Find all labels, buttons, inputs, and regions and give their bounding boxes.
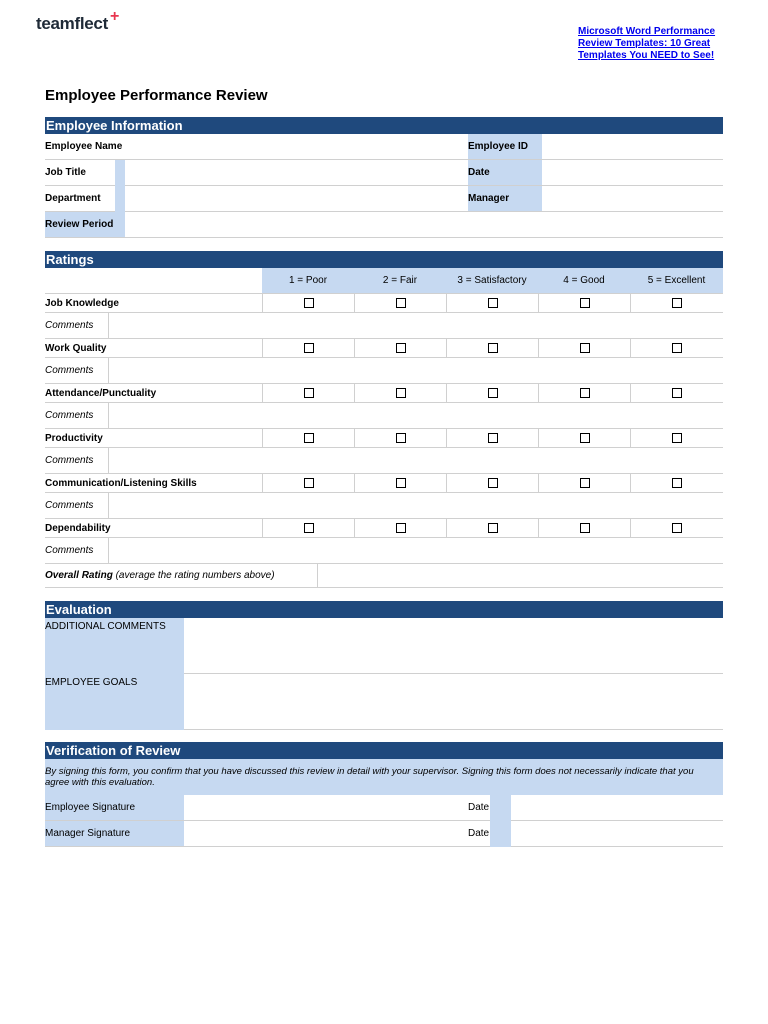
rating-checkbox-3[interactable]: [488, 298, 498, 308]
manager-signature-date-field[interactable]: [511, 821, 723, 847]
rating-checkbox-4[interactable]: [580, 343, 590, 353]
scale-header-2: 2 = Fair: [354, 268, 446, 294]
overall-rating-field[interactable]: [317, 563, 723, 588]
evaluation-header: Evaluation: [45, 601, 723, 618]
date-field[interactable]: [542, 160, 723, 186]
rating-cell-5: [630, 384, 723, 403]
overall-rating-label: [45, 563, 317, 588]
manager-signature-date-label: Date: [468, 821, 511, 847]
rating-checkbox-3[interactable]: [488, 388, 498, 398]
employee-name-field[interactable]: [125, 134, 468, 160]
rating-cell-4: [538, 474, 630, 493]
rating-checkbox-2[interactable]: [396, 523, 406, 533]
rating-checkbox-1[interactable]: [304, 478, 314, 488]
manager-field[interactable]: [542, 186, 723, 212]
scale-header-3: 3 = Satisfactory: [446, 268, 538, 294]
rating-cell-2: [354, 474, 446, 493]
rating-checkbox-1[interactable]: [304, 343, 314, 353]
rating-checkbox-4[interactable]: [580, 298, 590, 308]
job-title-label-fill: [115, 160, 125, 186]
comments-field[interactable]: [108, 313, 723, 339]
manager-signature-label: Manager Signature: [45, 821, 184, 847]
rating-category-label: Productivity: [45, 429, 262, 448]
rating-checkbox-3[interactable]: [488, 478, 498, 488]
rating-cell-1: [262, 339, 354, 358]
review-period-field[interactable]: [125, 212, 723, 238]
logo-text: teamflect: [36, 14, 108, 33]
rating-checkbox-5[interactable]: [672, 478, 682, 488]
comments-field[interactable]: [108, 448, 723, 474]
comments-label: Comments: [45, 448, 108, 474]
rating-cell-5: [630, 294, 723, 313]
rating-checkbox-5[interactable]: [672, 343, 682, 353]
rating-cell-4: [538, 339, 630, 358]
templates-article-link[interactable]: Microsoft Word Performance Review Templates: 10 Great Templates You NEED to See!: [578, 26, 716, 61]
comments-field[interactable]: [108, 403, 723, 429]
rating-cell-4: [538, 519, 630, 538]
rating-checkbox-1[interactable]: [304, 523, 314, 533]
comments-field[interactable]: [108, 538, 723, 564]
comments-field[interactable]: [108, 358, 723, 384]
employee-name-label: Employee Name: [45, 134, 125, 160]
rating-checkbox-1[interactable]: [304, 433, 314, 443]
rating-checkbox-5[interactable]: [672, 298, 682, 308]
overall-rating-title: Overall Rating: [45, 569, 113, 581]
rating-cell-4: [538, 429, 630, 448]
rating-checkbox-4[interactable]: [580, 388, 590, 398]
employee-date-label-fill: [490, 795, 511, 821]
rating-cell-2: [354, 429, 446, 448]
manager-signature-field[interactable]: [184, 821, 468, 847]
rating-checkbox-4[interactable]: [580, 433, 590, 443]
rating-category-label: Job Knowledge: [45, 294, 262, 313]
comments-label: Comments: [45, 358, 108, 384]
rating-cell-1: [262, 294, 354, 313]
additional-comments-label: ADDITIONAL COMMENTS: [45, 618, 184, 674]
rating-cell-4: [538, 294, 630, 313]
comments-label: Comments: [45, 313, 108, 339]
scale-header-4: 4 = Good: [538, 268, 630, 294]
scale-header-5: 5 = Excellent: [630, 268, 723, 294]
employee-signature-label: Employee Signature: [45, 795, 184, 821]
job-title-field[interactable]: [125, 160, 468, 186]
rating-checkbox-2[interactable]: [396, 433, 406, 443]
page-title: Employee Performance Review: [45, 87, 268, 104]
ratings-corner: [45, 268, 262, 294]
rating-cell-2: [354, 294, 446, 313]
rating-checkbox-4[interactable]: [580, 523, 590, 533]
rating-checkbox-3[interactable]: [488, 523, 498, 533]
employee-goals-field[interactable]: [184, 674, 723, 730]
comments-field[interactable]: [108, 493, 723, 519]
rating-cell-3: [446, 294, 538, 313]
rating-cell-3: [446, 474, 538, 493]
rating-cell-5: [630, 429, 723, 448]
employee-id-label: Employee ID: [468, 134, 542, 160]
rating-category-label: Communication/Listening Skills: [45, 474, 262, 493]
employee-signature-date-field[interactable]: [511, 795, 723, 821]
rating-checkbox-2[interactable]: [396, 343, 406, 353]
rating-category-label: Work Quality: [45, 339, 262, 358]
rating-cell-1: [262, 384, 354, 403]
department-label: Department: [45, 186, 125, 212]
employee-signature-date-label: Date: [468, 795, 511, 821]
rating-checkbox-5[interactable]: [672, 388, 682, 398]
rating-cell-3: [446, 339, 538, 358]
rating-cell-3: [446, 384, 538, 403]
teamflect-logo: [36, 8, 120, 34]
rating-cell-2: [354, 519, 446, 538]
rating-cell-4: [538, 384, 630, 403]
overall-rating-note: (average the rating numbers above): [115, 569, 275, 581]
review-period-label: Review Period: [45, 212, 125, 238]
rating-cell-2: [354, 339, 446, 358]
comments-label: Comments: [45, 403, 108, 429]
manager-label: Manager: [468, 186, 542, 212]
rating-cell-1: [262, 474, 354, 493]
rating-checkbox-2[interactable]: [396, 298, 406, 308]
rating-checkbox-5[interactable]: [672, 523, 682, 533]
comments-label: Comments: [45, 538, 108, 564]
rating-checkbox-2[interactable]: [396, 388, 406, 398]
rating-checkbox-1[interactable]: [304, 388, 314, 398]
job-title-label: Job Title: [45, 160, 125, 186]
employee-goals-label: EMPLOYEE GOALS: [45, 674, 184, 730]
rating-cell-2: [354, 384, 446, 403]
rating-cell-5: [630, 474, 723, 493]
rating-checkbox-5[interactable]: [672, 433, 682, 443]
rating-checkbox-4[interactable]: [580, 478, 590, 488]
rating-category-label: Attendance/Punctuality: [45, 384, 262, 403]
employee-signature-field[interactable]: [184, 795, 468, 821]
rating-cell-1: [262, 429, 354, 448]
rating-checkbox-2[interactable]: [396, 478, 406, 488]
department-field[interactable]: [125, 186, 468, 212]
employee-information-header: Employee Information: [45, 117, 723, 134]
manager-date-label-fill: [490, 821, 511, 847]
verification-header: Verification of Review: [45, 742, 723, 759]
comments-label: Comments: [45, 493, 108, 519]
department-label-fill: [115, 186, 125, 212]
date-label: Date: [468, 160, 542, 186]
verification-statement: By signing this form, you confirm that you have discussed this review in detail with your supervisor. Signing this form does not necessarily indicate that you agree with this evaluation.: [45, 759, 723, 795]
rating-cell-5: [630, 519, 723, 538]
rating-cell-3: [446, 429, 538, 448]
scale-header-1: 1 = Poor: [262, 268, 354, 294]
rating-cell-3: [446, 519, 538, 538]
rating-cell-1: [262, 519, 354, 538]
rating-checkbox-3[interactable]: [488, 343, 498, 353]
employee-id-field[interactable]: [542, 134, 723, 160]
ratings-header: Ratings: [45, 251, 723, 268]
rating-cell-5: [630, 339, 723, 358]
additional-comments-field[interactable]: [184, 618, 723, 674]
rating-category-label: Dependability: [45, 519, 262, 538]
rating-checkbox-3[interactable]: [488, 433, 498, 443]
logo-plus-icon: +: [110, 8, 120, 25]
rating-checkbox-1[interactable]: [304, 298, 314, 308]
